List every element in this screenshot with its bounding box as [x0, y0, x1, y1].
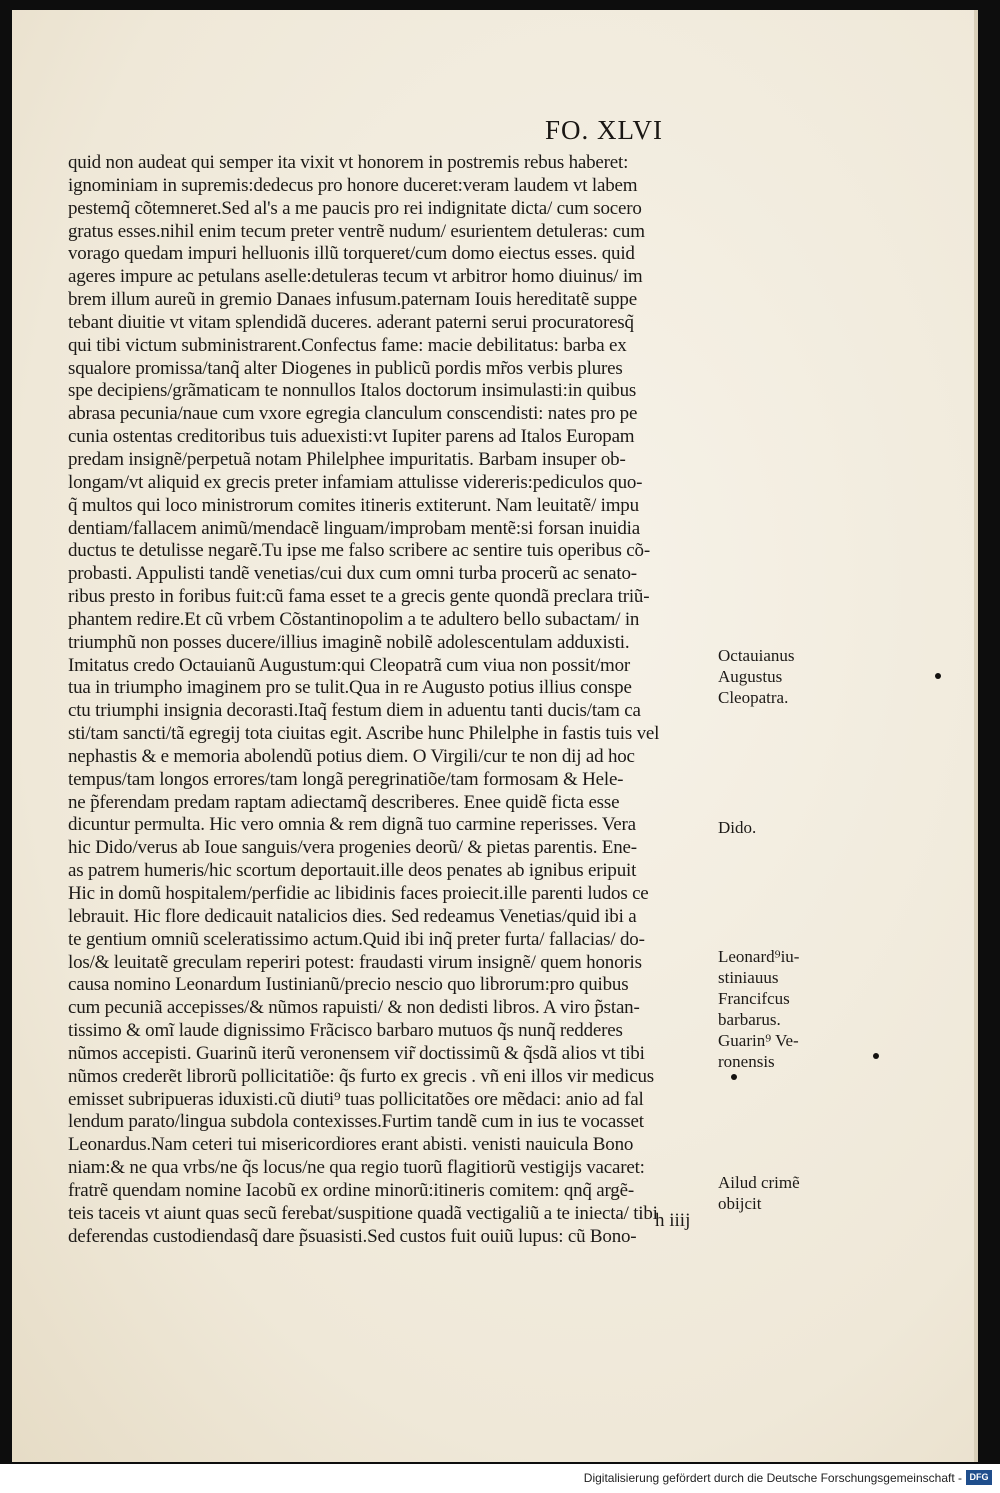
running-head: FO. XLVI: [545, 115, 664, 145]
margin-note-line: barbarus.: [718, 1010, 781, 1029]
signature-mark: h iiij: [655, 1210, 691, 1231]
margin-note-octauianus: [718, 645, 794, 708]
margin-note-line: Dido.: [718, 818, 757, 837]
text-line: los/& leuitatẽ greculam reperiri potest: fraudasti virum insignẽ/ quem honoris: [68, 951, 642, 973]
text-line: deferendas custodiendasq̃ dare p̃suasisti.Sed custos fuit ouiũ lupus: cũ Bono-: [68, 1225, 637, 1247]
text-line: dicuntur permulta. Hic vero omnia & rem dignã tuo carmine reperisses. Vera: [68, 814, 636, 836]
text-line: predam insignẽ/perpetuã notam Philelphee impuritatis. Barbam insuper ob-: [68, 448, 626, 470]
margin-note-aliud-crimen: [718, 1172, 800, 1214]
margin-note-line: Leonard⁹iu-: [718, 947, 800, 966]
text-line: dentiam/fallacem animũ/mendacẽ linguam/improbam mentẽ:si forsan inuidia: [68, 517, 640, 539]
margin-note-leonardus: [718, 946, 799, 1072]
text-line: spe decipiens/grãmaticam te nonnullos Italos doctorum insimulasti:in quibus: [68, 380, 637, 402]
text-line: ageres impure ac petulans aselle:detuleras tecum vt arbitror homo diuinus/ im: [68, 266, 643, 288]
text-line: fratrẽ quendam nomine Iacobũ ex ordine minorũ:itineris comitem: qnq̃ argẽ-: [68, 1179, 634, 1201]
margin-note-line: Ailud crimẽ: [718, 1173, 800, 1192]
text-line: triumphũ non posses ducere/illius imaginẽ nobilẽ adolescentulam adduxisti.: [68, 631, 630, 653]
text-line: abrasa pecunia/naue cum vxore egregia clanculum conscendisti: nates pro pe: [68, 403, 638, 425]
text-line: hic Dido/verus ab Ioue sanguis/vera progenies deorũ/ & pietas parentis. Ene-: [68, 837, 637, 859]
text-line: lendum parato/lingua subdola contexisses.Furtim tandẽ cum in ius te vocasset: [68, 1111, 644, 1133]
text-line: nephastis & e memoria abolendũ potius diem. O Virgili/cur te non dij ad hoc: [68, 745, 635, 767]
text-line: phantem redire.Et cũ vrbem Cõstantinopolim a te adultero bello subactam/ in: [68, 608, 640, 630]
text-line: q̃ multos qui loco ministrorum comites itineris extiterunt. Nam leuitatẽ/ impu: [68, 494, 639, 516]
ink-spot: [731, 1074, 737, 1080]
text-line: teis taceis vt aiunt quas secũ ferebat/suspitione quadã vectigaliũ a te iniecta/ tibi: [68, 1202, 658, 1224]
text-line: as patrem humeris/hic scortum deportauit.ille deos penates ab ignibus eripuit: [68, 860, 637, 882]
ink-spot: [873, 1053, 879, 1059]
footer-bar: [0, 1464, 1000, 1493]
text-line: gratus esses.nihil enim tecum preter ventrẽ nudum/ esurientem detuleras: cum: [68, 220, 645, 242]
text-line: niam:& ne qua vrbs/ne q̃s locus/ne qua regio tuorũ flagitiorũ vestigijs vacaret:: [68, 1157, 645, 1179]
margin-note-line: Guarin⁹ Ve-: [718, 1031, 799, 1050]
text-line: tissimo & omĩ laude dignissimo Frãcisco barbaro mutuos q̃s nunq̃ redderes: [68, 1020, 623, 1042]
text-line: tempus/tam longos errores/tam longã peregrinatiõe/tam formosam & Hele-: [68, 768, 624, 790]
text-line: causa nomino Leonardum Iustinianũ/precio nescio quo librorum:pro quibus: [68, 974, 629, 996]
text-line: nũmos accepisti. Guarinũ iterũ veronensem vir̃ doctissimũ & q̃sdã alios vt tibi: [68, 1042, 645, 1064]
text-line: probasti. Appulisti tandẽ venetias/cui dux cum omni turba procerũ ac senato-: [68, 563, 637, 585]
text-line: ne p̃ferendam predam raptam adiectamq̃ describeres. Enee quidẽ ficta esse: [68, 791, 620, 813]
text-line: te gentium omniũ sceleratissimo actum.Quid ibi inq̃ preter furta/ fallacias/ do-: [68, 928, 645, 950]
margin-note-line: stiniauus: [718, 968, 779, 987]
margin-note-line: Octauianus: [718, 646, 795, 665]
ink-spot: [935, 673, 941, 679]
text-line: vorago quedam impuri helluonis illũ torqueret/cum domo eiectus esses. quid: [68, 243, 635, 265]
text-line: ctu triumphi insignia decorasti.Itaq̃ festum diem in aduentu tanti ducis/tam ca: [68, 700, 641, 722]
text-line: tebant diuitie vt vitam splendidã duceres. aderant paterni serui procuratoresq̃: [68, 311, 634, 333]
text-line: emisset subripueras iduxisti.cũ diuti⁹ tuas pollicitatões ore mẽdaci: anio ad fal: [68, 1088, 644, 1110]
text-line: quid non audeat qui semper ita vixit vt honorem in postremis rebus haberet:: [68, 152, 629, 173]
text-line: ribus presto in foribus fuit:cũ fama esset te a grecis gente quondã preclara triũ-: [68, 586, 650, 608]
text-line: ductus te detulisse negarẽ.Tu ipse me falso scribere ac sentire tuis operibus cõ-: [68, 540, 650, 562]
text-line: longam/vt aliquid ex grecis preter infamiam attulisse videreris:pediculos quo-: [68, 471, 643, 493]
text-line: ignominiam in supremis:dedecus pro honore duceret:veram laudem vt labem: [68, 174, 638, 196]
text-line: brem illum aureũ in gremio Danaes infusum.paternam Iouis hereditatẽ suppe: [68, 289, 637, 311]
text-line: cum pecuniã accepisses/& nũmos rapuisti/ & non dedisti libros. A viro p̃stan-: [68, 997, 640, 1019]
text-line: nũmos crederẽt librorũ pollicitatiõe: q̃s furto ex grecis . vñ eni illos vir medicus: [68, 1065, 654, 1087]
text-line: tua in triumpho imaginem pro se tulit.Qua in re Augusto potius illius conspe: [68, 677, 632, 699]
text-line: pestemq̃ cõtemneret.Sed al's a me paucis pro rei indignitate dicta/ cum socero: [68, 197, 642, 219]
margin-note-line: Augustus: [718, 667, 783, 686]
dfg-logo: DFG: [966, 1470, 992, 1485]
margin-note-line: Cleopatra.: [718, 688, 789, 707]
margin-note-line: Francifcus: [718, 989, 790, 1008]
text-line: lebrauit. Hic flore dedicauit natalicios dies. Sed redeamus Venetias/quid ibi a: [68, 905, 637, 927]
text-line: squalore promissa/tanq̃ alter Diogenes in publicũ pordis mr̃os verbis plures: [68, 357, 623, 379]
text-line: qui tibi victum subministrarent.Confectus fame: macie debilitatus: barba ex: [68, 334, 627, 356]
text-line: sti/tam sancti/tã egregij tota ciuitas egit. Ascribe hunc Philelphe in fastis tuis vel: [68, 723, 660, 745]
text-line: Leonardus.Nam ceteri tui misericordiores erant abisti. venisti nauicula Bono: [68, 1134, 634, 1156]
funding-credit: Digitalisierung gefördert durch die Deutsche Forschungsgemeinschaft -: [583, 1471, 962, 1485]
margin-note-line: ronensis: [718, 1052, 775, 1071]
text-line: cunia ostentas creditoribus tuis aduexisti:vt Iupiter parens ad Italos Europam: [68, 426, 635, 448]
body-text: [68, 152, 718, 1249]
margin-note-line: obijcit: [718, 1194, 762, 1213]
text-line: Imitatus credo Octauianũ Augustum:qui Cleopatrã cum viua non possit/mor: [68, 654, 631, 676]
margin-note-dido: [718, 817, 756, 838]
text-line: Hic in domũ hospitalem/perfidie ac libidinis faces proiecit.ille parenti ludos ce: [68, 883, 649, 904]
